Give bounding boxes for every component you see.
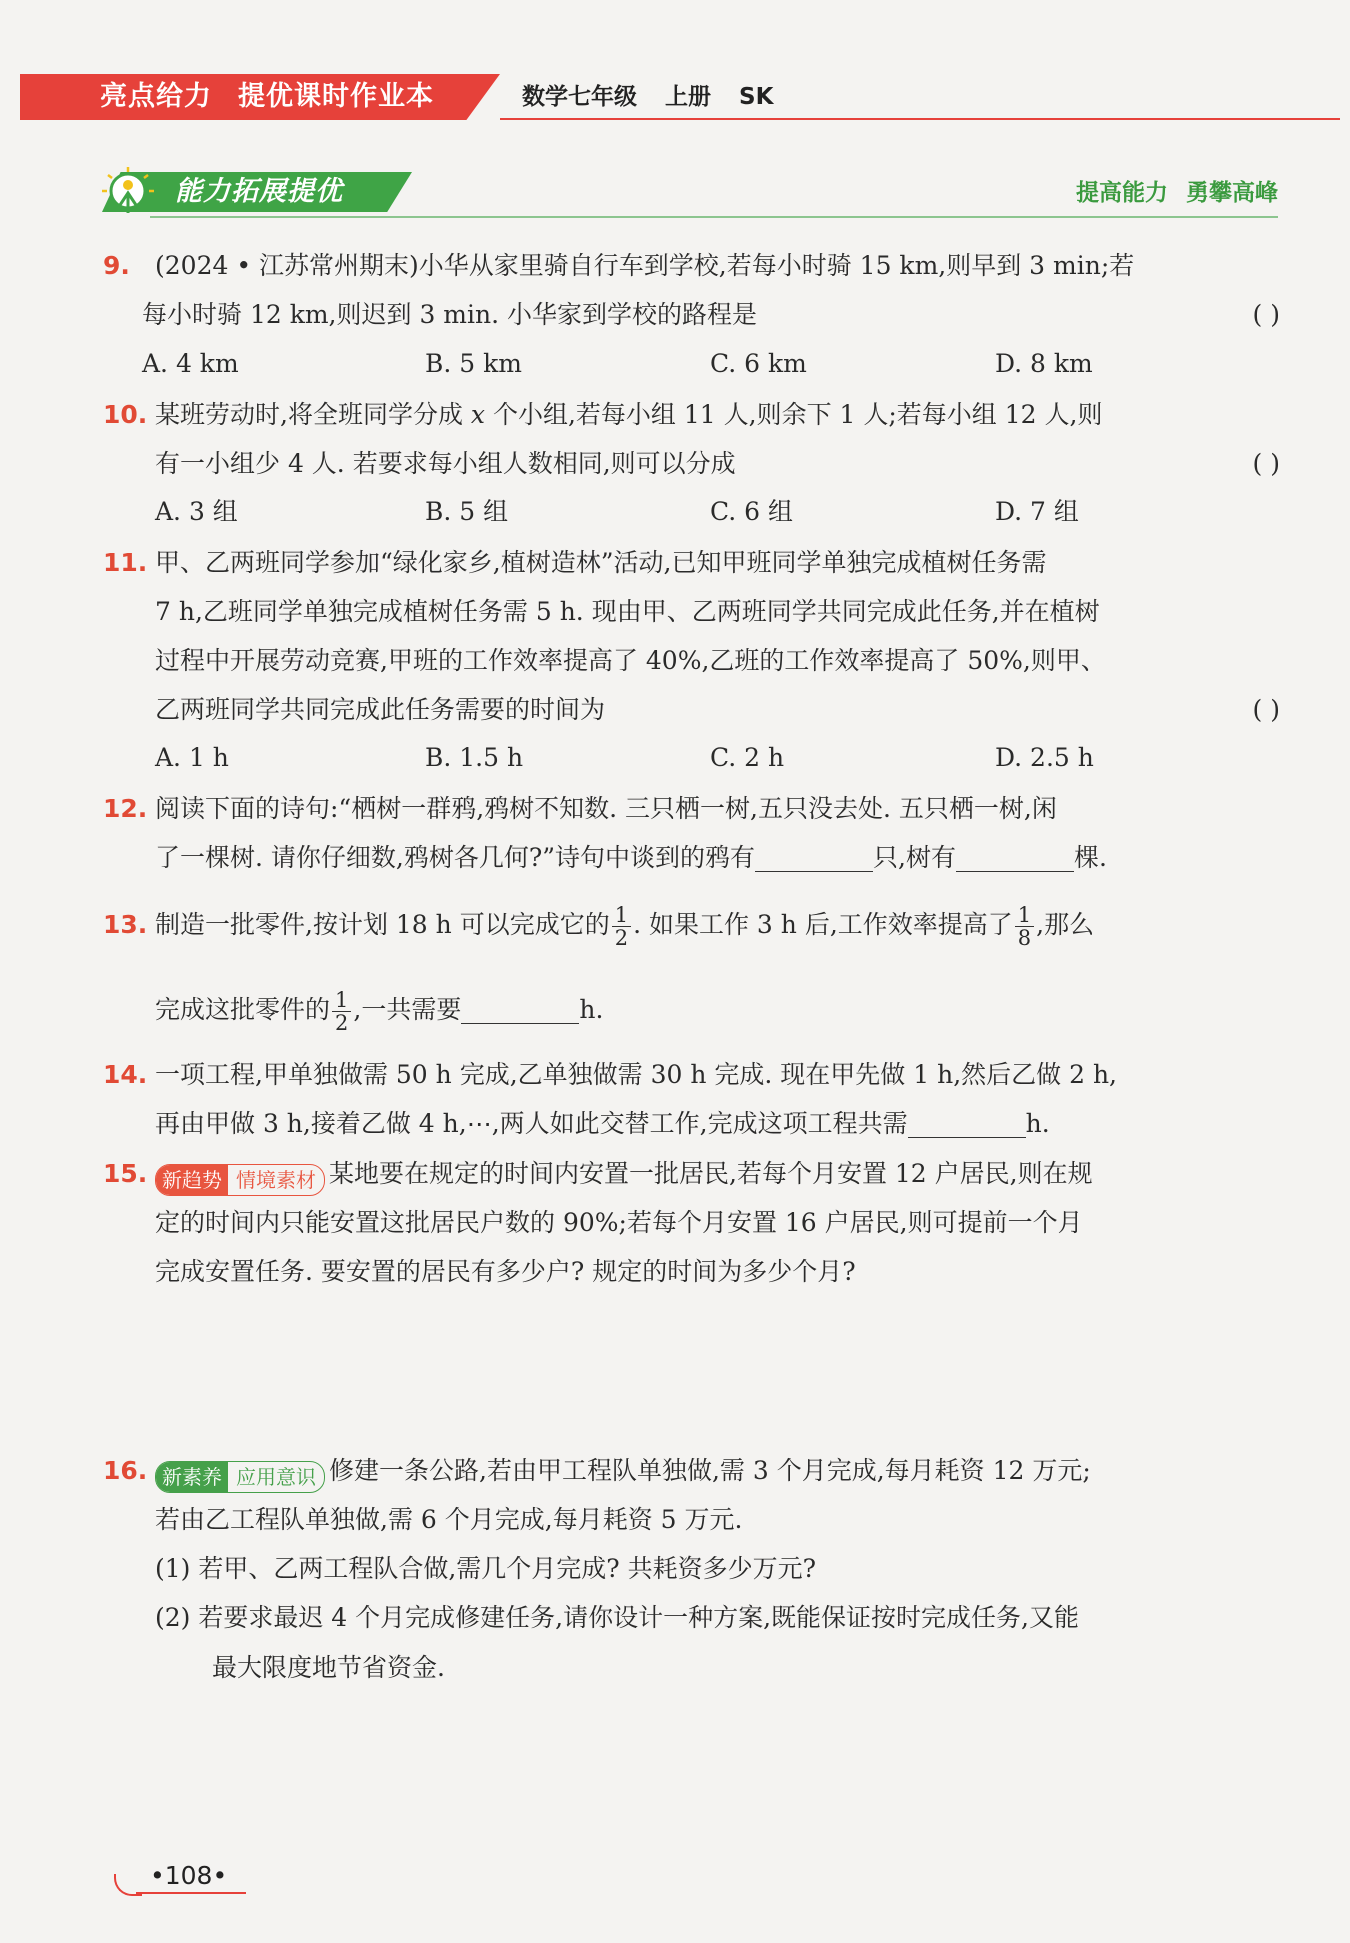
question-text: 乙两班同学共同完成此任务需要的时间为: [155, 695, 606, 724]
option-a[interactable]: A. 3 组: [155, 497, 238, 526]
question-14-line-2: [155, 1102, 1280, 1146]
header-divider: [500, 118, 1340, 120]
question-text: 若由乙工程队单独做,需 6 个月完成,每月耗资 5 万元.: [155, 1505, 743, 1534]
header-series: 提优课时作业本: [238, 81, 434, 112]
question-16-part-2: [155, 1596, 1280, 1640]
section-slogan-1: 提高能力: [1076, 180, 1168, 206]
section-title: 能力拓展提优: [175, 176, 343, 207]
question-number: 16.: [103, 1456, 148, 1485]
question-11-line-3: [155, 639, 1280, 683]
question-16-part-1: [155, 1547, 1280, 1591]
question-text: ,一共需要: [353, 995, 462, 1024]
question-14: [103, 1053, 1280, 1097]
option-a[interactable]: A. 4 km: [142, 349, 239, 378]
variable-x: x: [470, 400, 486, 429]
header-edition: SK: [739, 84, 774, 110]
fraction: $\frac{1}{2}$: [332, 989, 351, 1034]
header-subject: 数学七年级: [522, 84, 637, 110]
fraction: $\frac{1}{8}$: [1015, 904, 1034, 949]
question-text: (2) 若要求最迟 4 个月完成修建任务,请你设计一种方案,既能保证按时完成任务,又能: [155, 1603, 1080, 1632]
question-text: 再由甲做 3 h,接着乙做 4 h,⋯,两人如此交替工作,完成这项工程共需: [155, 1109, 908, 1138]
option-d[interactable]: D. 7 组: [995, 497, 1079, 526]
answer-blank[interactable]: [956, 841, 1074, 872]
question-12-line-2: [155, 836, 1280, 880]
question-text: 阅读下面的诗句:“栖树一群鸦,鸦树不知数. 三只栖一树,五只没去处. 五只栖一树,闲: [155, 794, 1057, 823]
answer-paren[interactable]: ( ): [1252, 449, 1280, 478]
header-volume: 上册: [665, 84, 711, 110]
lightbulb-person-icon: [98, 165, 158, 221]
answer-blank[interactable]: [461, 993, 579, 1024]
question-text: 棵.: [1073, 843, 1107, 872]
question-number: 12.: [103, 794, 148, 823]
literacy-tag: 新素养 应用意识: [155, 1461, 325, 1493]
question-10-options: [155, 492, 1282, 532]
question-number: 14.: [103, 1060, 148, 1089]
question-11-options: [155, 738, 1282, 778]
question-text: 过程中开展劳动竞赛,甲班的工作效率提高了 40%,乙班的工作效率提高了 50%,则甲、: [155, 646, 1106, 675]
question-text: ,那么: [1036, 910, 1095, 939]
option-b[interactable]: B. 5 km: [425, 349, 522, 378]
question-text: 制造一批零件,按计划 18 h 可以完成它的: [155, 910, 610, 939]
question-text: 完成安置任务. 要安置的居民有多少户? 规定的时间为多少个月?: [155, 1257, 856, 1286]
question-text: 一项工程,甲单独做需 50 h 完成,乙单独做需 30 h 完成. 现在甲先做 1 h,然后乙做 2 h,: [155, 1060, 1117, 1089]
trend-tag: 新趋势 情境素材: [155, 1164, 325, 1196]
question-text: (1) 若甲、乙两工程队合做,需几个月完成? 共耗资多少万元?: [155, 1554, 817, 1583]
header-book-info: [522, 80, 773, 114]
question-16-line-2: [155, 1498, 1280, 1542]
option-b[interactable]: B. 1.5 h: [425, 743, 524, 772]
question-text: 定的时间内只能安置这批居民户数的 90%;若每个月安置 16 户居民,则可提前一个月: [155, 1208, 1083, 1237]
question-text: 最大限度地节省资金.: [212, 1653, 445, 1682]
question-15: [103, 1152, 1280, 1196]
question-text: 甲、乙两班同学参加“绿化家乡,植树造林”活动,已知甲班同学单独完成植树任务需: [155, 548, 1047, 577]
answer-paren[interactable]: ( ): [1252, 300, 1280, 329]
question-11-line-2: [155, 590, 1280, 634]
answer-blank[interactable]: [755, 841, 873, 872]
question-number: 13.: [103, 910, 148, 939]
question-16: [103, 1449, 1280, 1493]
question-text: 某地要在规定的时间内安置一批居民,若每个月安置 12 户居民,则在规: [329, 1159, 1093, 1188]
option-c[interactable]: C. 2 h: [710, 743, 785, 772]
question-text: (2024 • 江苏常州期末)小华从家里骑自行车到学校,若每小时骑 15 km,则早到 3 min;若: [155, 251, 1135, 280]
page-number: •108•: [150, 1861, 228, 1890]
question-15-line-2: [155, 1201, 1280, 1245]
option-c[interactable]: C. 6 km: [710, 349, 807, 378]
fraction: $\frac{1}{2}$: [612, 904, 631, 949]
question-number: 15.: [103, 1159, 148, 1188]
question-text: h.: [579, 995, 604, 1024]
option-d[interactable]: D. 8 km: [995, 349, 1093, 378]
question-text: h.: [1025, 1109, 1050, 1138]
question-text: 7 h,乙班同学单独完成植树任务需 5 h. 现由甲、乙两班同学共同完成此任务,并在植树: [155, 597, 1100, 626]
question-number: 9.: [103, 251, 130, 280]
section-slogan: [1076, 176, 1278, 210]
question-number: 11.: [103, 548, 148, 577]
option-d[interactable]: D. 2.5 h: [995, 743, 1094, 772]
header-series-title: [100, 80, 434, 114]
question-text: 修建一条公路,若由甲工程队单独做,需 3 个月完成,每月耗资 12 万元;: [329, 1456, 1091, 1485]
section-divider: [150, 216, 1278, 218]
question-13-line-2: [155, 979, 1280, 1041]
question-11-line-4: [155, 688, 1280, 732]
question-9-options: [142, 344, 1282, 384]
section-slogan-2: 勇攀高峰: [1186, 180, 1278, 206]
answer-blank[interactable]: [908, 1107, 1026, 1138]
question-11: [103, 541, 1280, 585]
option-a[interactable]: A. 1 h: [155, 743, 229, 772]
question-15-line-3: [155, 1250, 1280, 1294]
question-12: [103, 787, 1280, 831]
question-9: [103, 244, 1280, 288]
answer-paren[interactable]: ( ): [1252, 695, 1280, 724]
question-text: . 如果工作 3 h 后,工作效率提高了: [633, 910, 1013, 939]
question-text: 了一棵树. 请你仔细数,鸦树各几何?”诗句中谈到的鸦有: [155, 843, 756, 872]
question-16-part-2-line-2: [212, 1646, 1280, 1690]
question-text: 某班劳动时,将全班同学分成: [155, 400, 463, 429]
question-13: [103, 894, 1280, 956]
question-text: 每小时骑 12 km,则迟到 3 min. 小华家到学校的路程是: [142, 300, 758, 329]
question-text: 个小组,若每小组 11 人,则余下 1 人;若每小组 12 人,则: [492, 400, 1103, 429]
question-text: 只,树有: [873, 843, 956, 872]
option-b[interactable]: B. 5 组: [425, 497, 509, 526]
question-number: 10.: [103, 400, 148, 429]
question-10-line-2: [155, 442, 1280, 486]
question-10: [103, 393, 1280, 437]
question-text: 完成这批零件的: [155, 995, 331, 1024]
question-9-line-2: [142, 293, 1280, 337]
option-c[interactable]: C. 6 组: [710, 497, 793, 526]
header-brand: 亮点给力: [100, 81, 212, 112]
question-text: 有一小组少 4 人. 若要求每小组人数相同,则可以分成: [155, 449, 736, 478]
